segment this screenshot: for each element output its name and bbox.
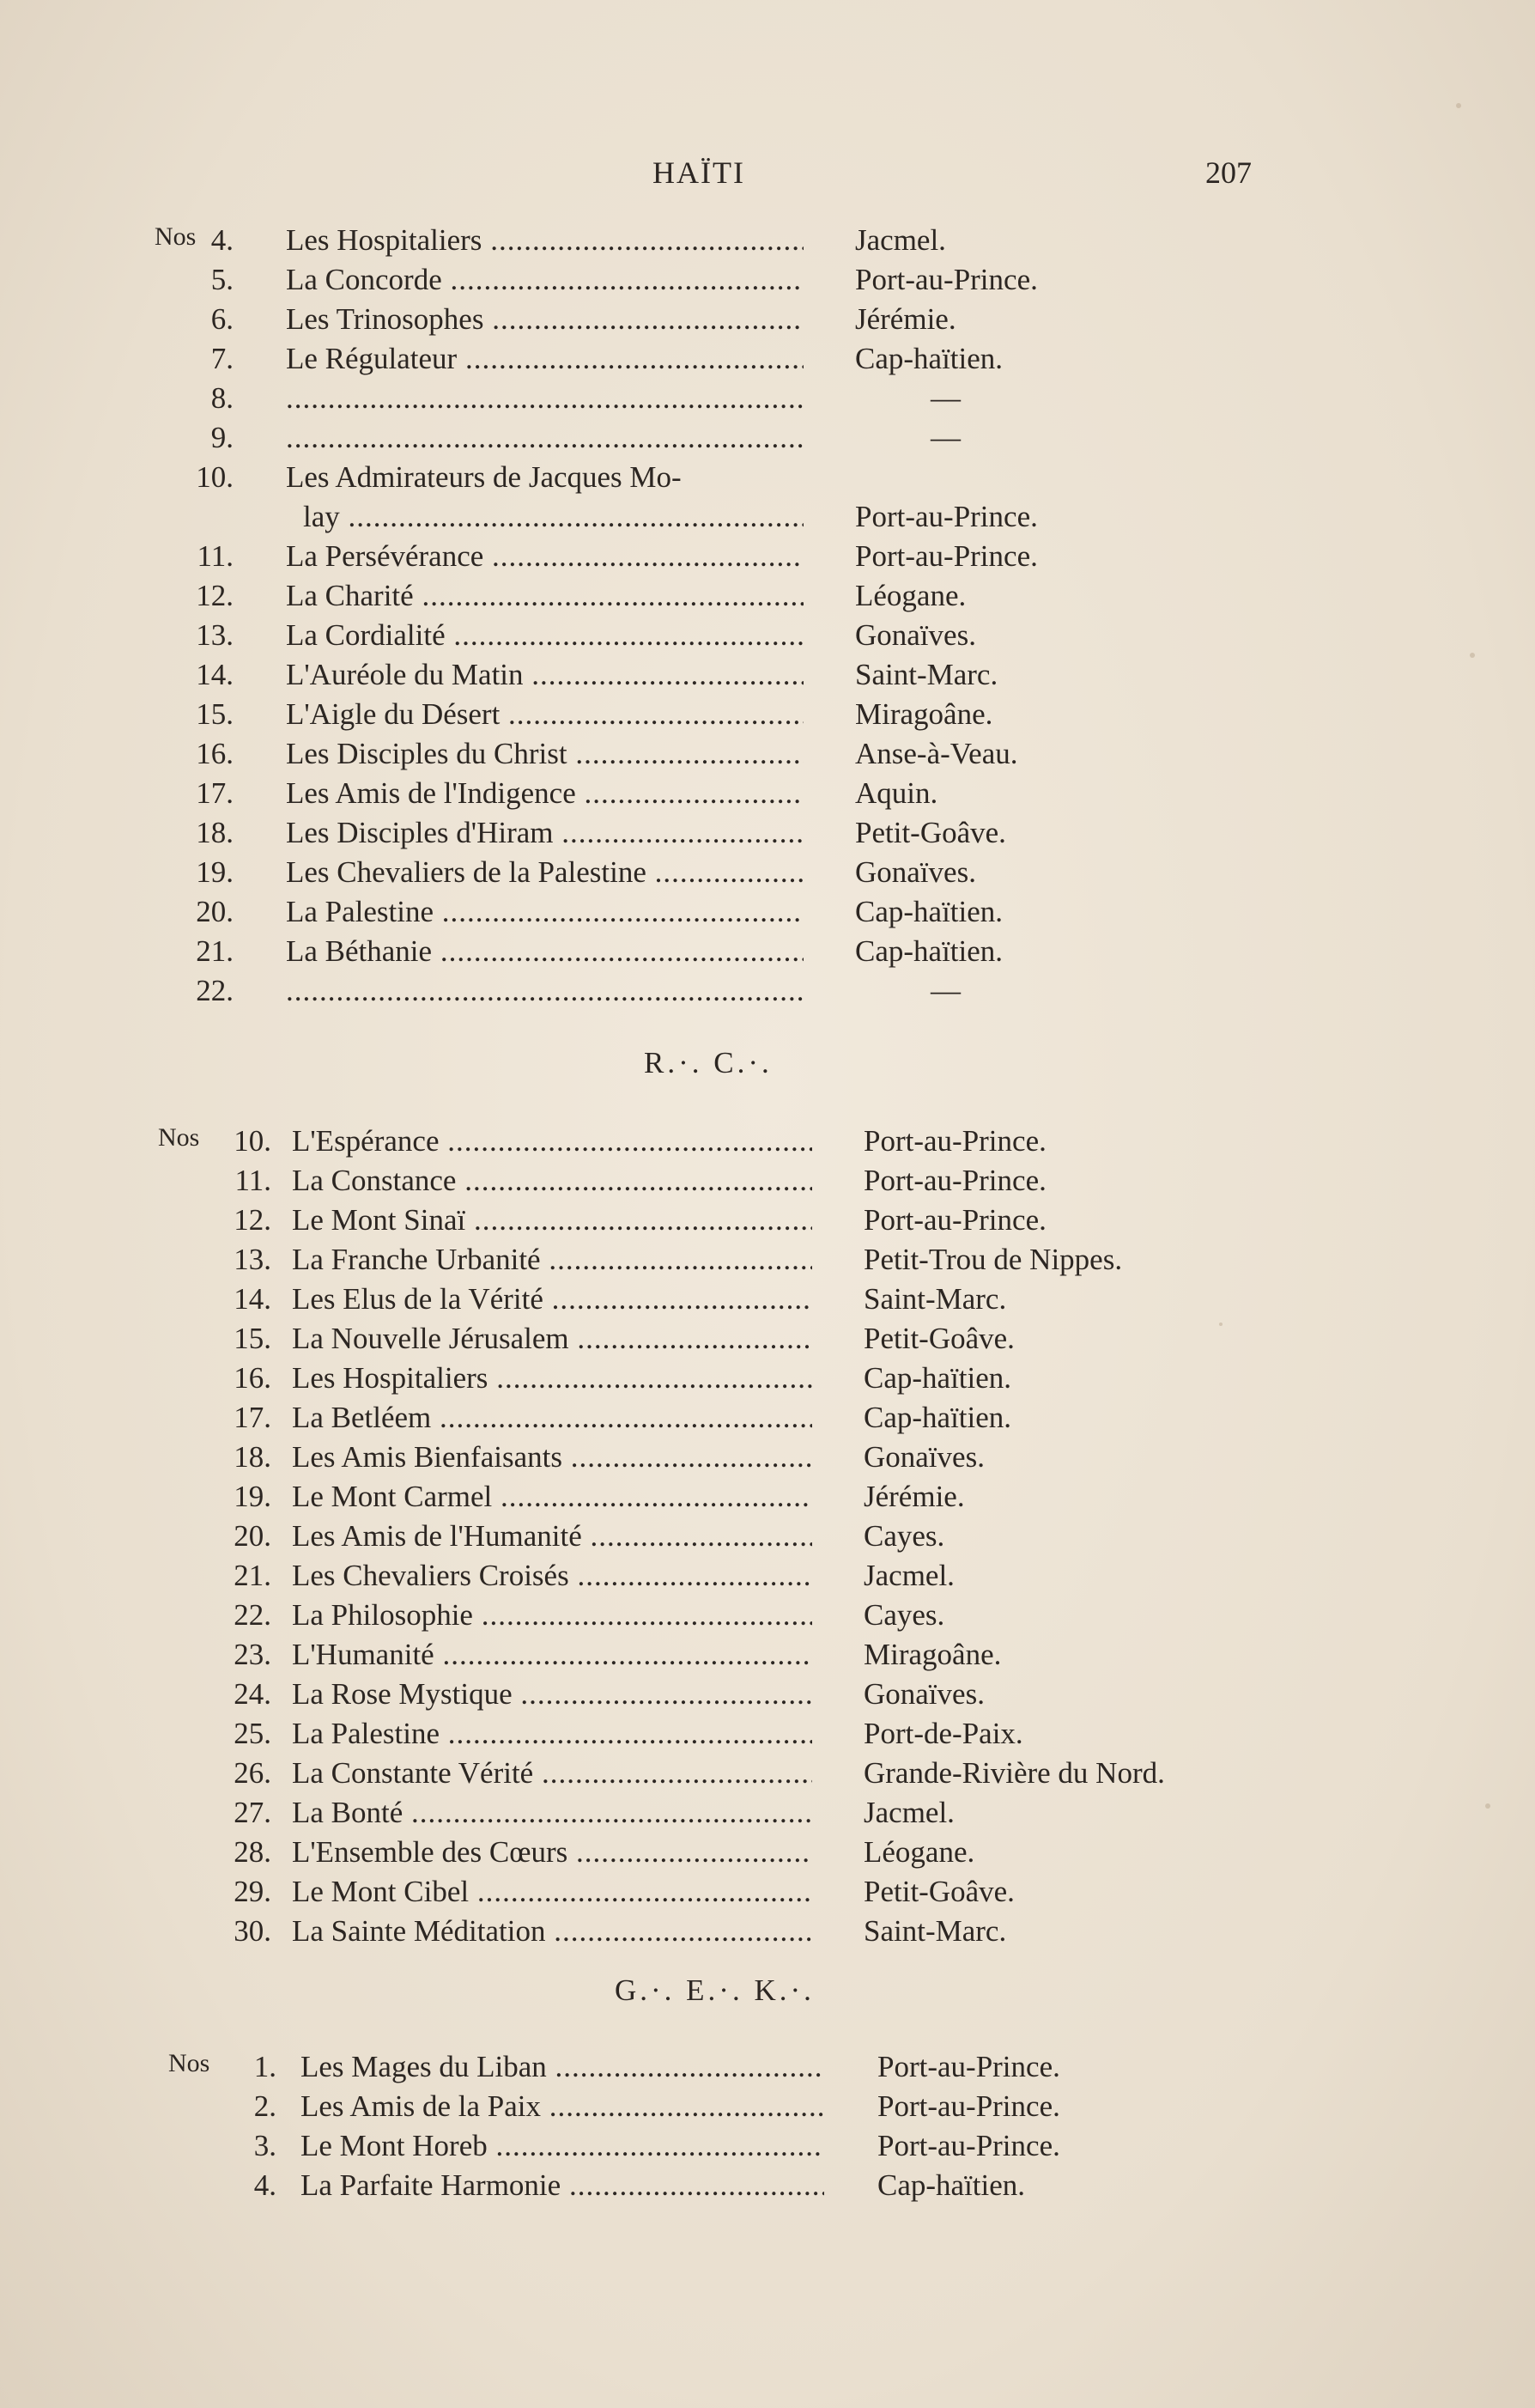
lodge-number: 22. [196, 974, 234, 1007]
lodge-row [0, 260, 1535, 300]
lodge-row [0, 2047, 1535, 2087]
lodge-location: Jacmel. [864, 1796, 955, 1829]
page-number: 207 [1205, 155, 1252, 190]
lodge-name: L'Auréole du Matin ..... [286, 655, 804, 695]
lodge-location: Cap-haïtien. [855, 342, 1004, 375]
lodge-row [0, 458, 1535, 497]
lodge-location: Miragoâne. [855, 697, 993, 731]
lodge-location: Port-au-Prince. [864, 1124, 1047, 1158]
lodge-location: Port-au-Prince. [864, 1203, 1047, 1237]
lodge-number: 12. [234, 1203, 271, 1237]
lodge-location: Port-au-Prince. [864, 1164, 1047, 1197]
lodge-row [0, 418, 1535, 458]
lodge-number: 8. [210, 381, 234, 415]
lodge-name: La Constante Vérité ..... [292, 1754, 812, 1793]
page-header [0, 155, 1535, 206]
lodge-number: 3. [253, 2129, 276, 2162]
lodge-location: — [931, 421, 961, 454]
lodge-name: La Philosophie ..... [292, 1596, 812, 1635]
lodge-number: 5. [210, 263, 234, 296]
lodge-row [0, 1793, 1535, 1833]
lodge-name: Les Amis de l'Humanité ..... [292, 1517, 812, 1556]
lodge-row [0, 813, 1535, 853]
lodge-location: Petit-Goâve. [864, 1875, 1015, 1908]
lodge-row [0, 1398, 1535, 1438]
lodge-row [0, 655, 1535, 695]
lodge-number: 28. [234, 1835, 271, 1869]
lodge-name [286, 418, 804, 458]
lodge-location: Port-au-Prince. [877, 2129, 1060, 2162]
lodge-name: Les Chevaliers Croisés ..... [292, 1556, 812, 1596]
lodge-location: Jacmel. [855, 223, 946, 257]
lodge-row [0, 1161, 1535, 1201]
lodge-number: 6. [210, 302, 234, 336]
lodge-name: La Constance ..... [292, 1161, 812, 1201]
lodge-number: 7. [210, 342, 234, 375]
lodge-location: Jacmel. [864, 1559, 955, 1592]
lodge-location: Saint-Marc. [855, 658, 998, 691]
section-title-gek: G.·. E.·. K.·. [615, 1973, 815, 2007]
foxing-spot [1485, 1803, 1490, 1809]
lodge-name: Les Mages du Liban ..... [300, 2047, 824, 2087]
lodge-name: La Persévérance ..... [286, 537, 804, 576]
lodge-location: Cayes. [864, 1519, 945, 1553]
lodge-number: 17. [196, 776, 234, 810]
lodge-row [0, 2087, 1535, 2126]
lodge-name: La Nouvelle Jérusalem ..... [292, 1319, 812, 1359]
lodge-row [0, 1319, 1535, 1359]
lodge-name: Les Trinosophes ..... [286, 300, 804, 339]
lodge-name: La Franche Urbanité ..... [292, 1240, 812, 1280]
lodge-location: Port-au-Prince. [877, 2050, 1060, 2083]
numero-prefix: Nos [158, 1123, 200, 1152]
lodge-location: Port-de-Paix. [864, 1717, 1023, 1750]
lodge-number: 24. [234, 1677, 271, 1711]
lodge-name: La Betléem ..... [292, 1398, 812, 1438]
lodge-row [0, 616, 1535, 655]
lodge-location: Saint-Marc. [864, 1282, 1007, 1316]
lodge-number: 4. [253, 2168, 276, 2202]
lodge-name: La Bonté ..... [292, 1793, 812, 1833]
lodge-number: 14. [196, 658, 234, 691]
lodge-number: 27. [234, 1796, 271, 1829]
lodge-number: 1. [253, 2050, 276, 2083]
lodge-number: 20. [196, 895, 234, 928]
lodge-name: Les Admirateurs de Jacques Mo- [286, 460, 682, 494]
lodge-location: Cap-haïtien. [855, 895, 1004, 928]
lodge-location: Jérémie. [864, 1480, 965, 1513]
lodge-row [0, 1714, 1535, 1754]
lodge-name: L'Espérance ..... [292, 1122, 812, 1161]
lodge-location: Gonaïves. [864, 1440, 985, 1474]
lodge-name: La Concorde ..... [286, 260, 804, 300]
lodge-name: Les Elus de la Vérité ..... [292, 1280, 812, 1319]
numero-prefix: Nos [168, 2049, 210, 2077]
lodge-number: 4. [210, 223, 234, 257]
lodge-name: L'Humanité ..... [292, 1635, 812, 1675]
lodge-row [0, 537, 1535, 576]
lodge-name: Les Amis de la Paix ..... [300, 2087, 824, 2126]
lodge-name: Le Régulateur ..... [286, 339, 804, 379]
lodge-location: Cap-haïtien. [864, 1401, 1012, 1434]
lodge-location: Léogane. [864, 1835, 975, 1869]
lodge-number: 16. [196, 737, 234, 770]
lodge-row [0, 1477, 1535, 1517]
lodge-name: Les Chevaliers de la Palestine ..... [286, 853, 804, 892]
lodge-name [286, 379, 804, 418]
lodge-number: 12. [196, 579, 234, 612]
lodge-number: 13. [234, 1243, 271, 1276]
lodge-row [0, 300, 1535, 339]
lodge-location: Cap-haïtien. [855, 934, 1004, 968]
running-head: HAÏTI [652, 155, 745, 190]
lodge-number: 14. [234, 1282, 271, 1316]
lodge-number: 16. [234, 1361, 271, 1395]
lodge-name: Le Mont Carmel ..... [292, 1477, 812, 1517]
lodge-number: 26. [234, 1756, 271, 1790]
lodge-row [0, 695, 1535, 734]
lodge-row [0, 576, 1535, 616]
lodge-number: 15. [196, 697, 234, 731]
lodge-name: L'Aigle du Désert ..... [286, 695, 804, 734]
lodge-location: Port-au-Prince. [855, 263, 1038, 296]
foxing-spot [1456, 103, 1461, 108]
lodge-name: La Palestine ..... [292, 1714, 812, 1754]
lodge-row [0, 971, 1535, 1011]
lodge-row [0, 2166, 1535, 2205]
lodge-row [0, 892, 1535, 932]
lodge-row [0, 1754, 1535, 1793]
lodge-location: — [931, 974, 961, 1007]
lodge-number: 21. [196, 934, 234, 968]
lodge-row [0, 497, 1535, 537]
lodge-row [0, 379, 1535, 418]
lodge-name: Les Disciples du Christ ..... [286, 734, 804, 774]
lodge-row [0, 734, 1535, 774]
section-title-rc: R.·. C.·. [644, 1046, 773, 1079]
lodge-number: 11. [234, 1164, 271, 1197]
lodge-row [0, 1872, 1535, 1912]
lodge-row [0, 1675, 1535, 1714]
lodge-name [286, 971, 804, 1011]
lodge-row [0, 1596, 1535, 1635]
lodge-row [0, 2126, 1535, 2166]
lodge-number: 10. [234, 1124, 271, 1158]
lodge-name: Les Disciples d'Hiram ..... [286, 813, 804, 853]
lodge-location: Petit-Goâve. [855, 816, 1006, 849]
lodge-row [0, 1280, 1535, 1319]
lodge-row [0, 774, 1535, 813]
lodge-location: Saint-Marc. [864, 1914, 1007, 1948]
lodge-name: La Cordialité ..... [286, 616, 804, 655]
lodge-number: 13. [196, 618, 234, 652]
lodge-number: 19. [234, 1480, 271, 1513]
lodge-location: Port-au-Prince. [877, 2089, 1060, 2123]
lodge-name: Les Amis de l'Indigence ..... [286, 774, 804, 813]
lodge-number: 9. [210, 421, 234, 454]
lodge-number: 22. [234, 1598, 271, 1632]
lodge-row [0, 1912, 1535, 1951]
lodge-name: L'Ensemble des Cœurs ..... [292, 1833, 812, 1872]
lodge-name: lay ..... [303, 497, 804, 537]
lodge-name: Le Mont Cibel ..... [292, 1872, 812, 1912]
lodge-name: Les Hospitaliers ..... [292, 1359, 812, 1398]
lodge-list-section-3 [0, 2047, 1535, 2205]
lodge-number: 23. [234, 1638, 271, 1671]
lodge-row [0, 1359, 1535, 1398]
lodge-row [0, 1517, 1535, 1556]
lodge-row [0, 853, 1535, 892]
lodge-location: Port-au-Prince. [855, 539, 1038, 573]
lodge-number: 18. [196, 816, 234, 849]
lodge-name: La Rose Mystique ..... [292, 1675, 812, 1714]
lodge-location: Gonaïves. [855, 618, 976, 652]
lodge-row [0, 932, 1535, 971]
lodge-name: La Charité ..... [286, 576, 804, 616]
lodge-location: Anse-à-Veau. [855, 737, 1018, 770]
foxing-spot [1470, 653, 1475, 658]
lodge-number: 17. [234, 1401, 271, 1434]
lodge-location: Gonaïves. [864, 1677, 985, 1711]
lodge-location: Port-au-Prince. [855, 500, 1038, 533]
numero-prefix: Nos [155, 222, 197, 251]
lodge-row [0, 1438, 1535, 1477]
lodge-number: 20. [234, 1519, 271, 1553]
lodge-name: Les Hospitaliers ..... [286, 221, 804, 260]
lodge-number: 15. [234, 1322, 271, 1355]
lodge-name: Le Mont Horeb ..... [300, 2126, 824, 2166]
lodge-row [0, 339, 1535, 379]
lodge-row [0, 1635, 1535, 1675]
lodge-row [0, 1201, 1535, 1240]
foxing-spot [1219, 1323, 1223, 1326]
lodge-list-section-1 [0, 221, 1535, 1011]
lodge-number: 25. [234, 1717, 271, 1750]
lodge-location: Petit-Goâve. [864, 1322, 1015, 1355]
lodge-name: La Parfaite Harmonie ..... [300, 2166, 824, 2205]
lodge-name: Les Amis Bienfaisants ..... [292, 1438, 812, 1477]
lodge-number: 11. [197, 539, 234, 573]
lodge-number: 18. [234, 1440, 271, 1474]
lodge-location: Miragoâne. [864, 1638, 1002, 1671]
lodge-row [0, 1556, 1535, 1596]
lodge-location: Léogane. [855, 579, 967, 612]
lodge-row [0, 1240, 1535, 1280]
lodge-location: Cap-haïtien. [877, 2168, 1026, 2202]
lodge-location: Jérémie. [855, 302, 956, 336]
lodge-location: Petit-Trou de Nippes. [864, 1243, 1123, 1276]
lodge-row [0, 221, 1535, 260]
lodge-name: La Palestine ..... [286, 892, 804, 932]
lodge-location: Cap-haïtien. [864, 1361, 1012, 1395]
lodge-number: 19. [196, 855, 234, 889]
lodge-location: — [931, 381, 961, 415]
lodge-row [0, 1833, 1535, 1872]
lodge-location: Cayes. [864, 1598, 945, 1632]
lodge-number: 29. [234, 1875, 271, 1908]
lodge-name: La Béthanie ..... [286, 932, 804, 971]
lodge-number: 21. [234, 1559, 271, 1592]
lodge-number: 30. [234, 1914, 271, 1948]
lodge-number: 2. [253, 2089, 276, 2123]
lodge-location: Grande-Rivière du Nord. [864, 1756, 1165, 1790]
lodge-name: La Sainte Méditation ..... [292, 1912, 812, 1951]
lodge-list-section-2 [0, 1122, 1535, 1951]
lodge-number: 10. [196, 460, 234, 494]
lodge-location: Gonaïves. [855, 855, 976, 889]
lodge-row [0, 1122, 1535, 1161]
lodge-name: Le Mont Sinaï ..... [292, 1201, 812, 1240]
lodge-location: Aquin. [855, 776, 938, 810]
